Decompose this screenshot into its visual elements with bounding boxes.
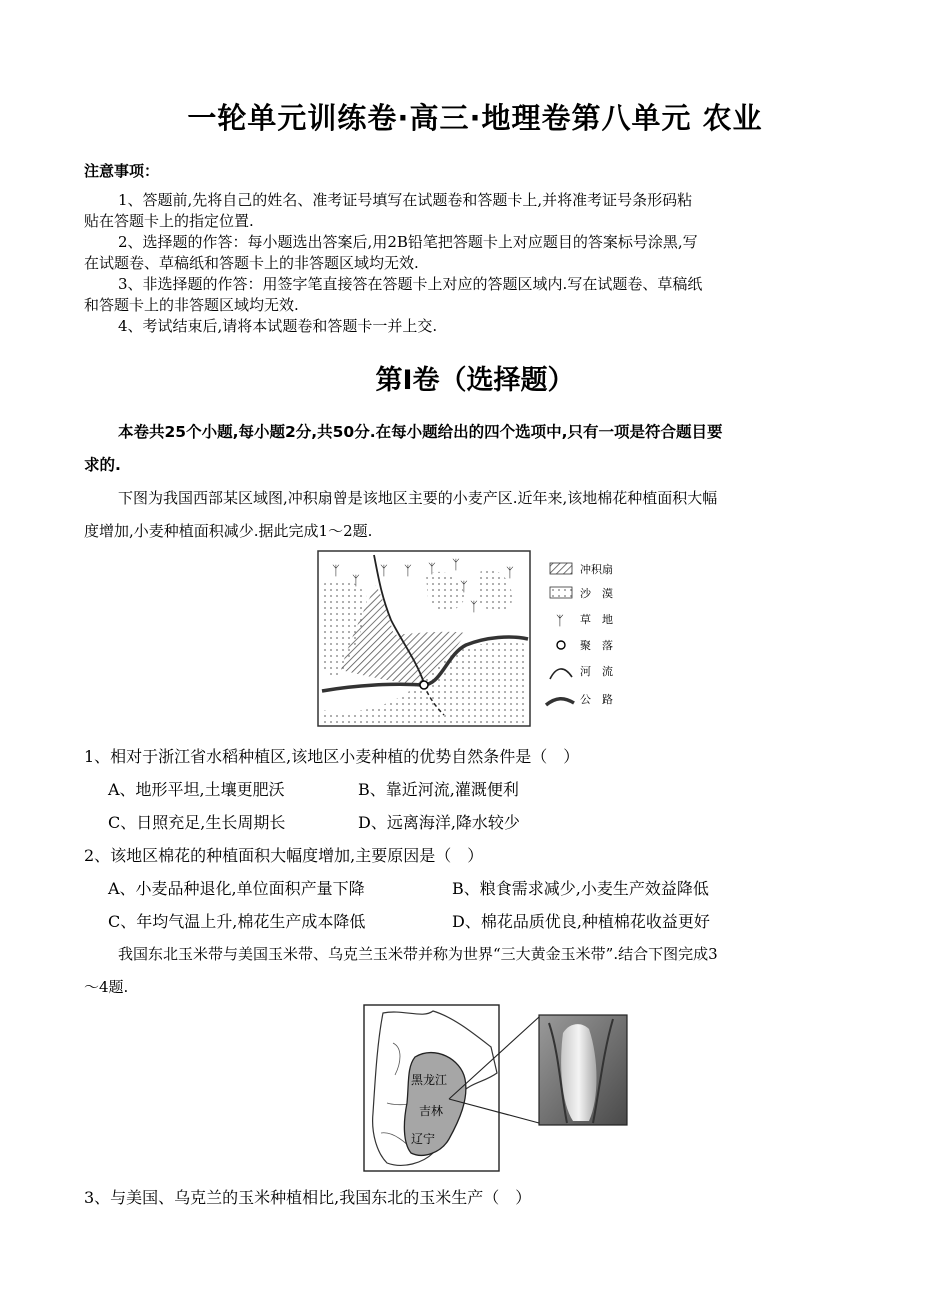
question-1-option-c[interactable]: C、日照充足,生长周期长	[108, 813, 286, 832]
question-3-stem: 3、与美国、乌克兰的玉米种植相比,我国东北的玉米生产（ ）	[84, 1188, 532, 1207]
notice-item-3-line-2: 和答题卡上的非答题区域均无效.	[84, 296, 299, 314]
legend-settlement-icon	[557, 641, 565, 649]
passage-1-line-2: 度增加,小麦种植面积减少.据此完成1～2题.	[84, 522, 373, 540]
question-1-option-b[interactable]: B、靠近河流,灌溉便利	[358, 780, 519, 799]
notice-item-1-line-2: 贴在答题卡上的指定位置.	[84, 212, 254, 230]
liaoning-label: 辽宁	[411, 1132, 436, 1146]
grass-icon: ᛉ	[506, 566, 514, 581]
region-map-svg	[316, 545, 634, 731]
notice-item-2-line-2: 在试题卷、草稿纸和答题卡上的非答题区域均无效.	[84, 254, 419, 272]
intro-line-1: 本卷共25个小题,每小题2分,共50分.在每小题给出的四个选项中,只有一项是符合题目要	[118, 423, 723, 441]
question-2-option-c[interactable]: C、年均气温上升,棉花生产成本降低	[108, 912, 366, 931]
passage-2-line-1: 我国东北玉米带与美国玉米带、乌克兰玉米带并称为世界“三大黄金玉米带”.结合下图完成3	[118, 945, 718, 963]
legend-fan-swatch	[550, 563, 572, 574]
grass-icon: ᛉ	[352, 574, 360, 589]
region-map-figure	[316, 545, 634, 731]
corn-belt-figure	[363, 1003, 633, 1173]
passage-1-line-1: 下图为我国西部某区域图,冲积扇曾是该地区主要的小麦产区.近年来,该地棉花种植面积大幅	[118, 489, 718, 507]
legend-road-label: 公 路	[580, 693, 613, 706]
legend-grass-icon: ᛉ	[556, 614, 564, 629]
legend-desert-swatch	[550, 587, 572, 598]
notice-item-3-line-1: 3、非选择题的作答：用签字笔直接答在答题卡上对应的答题区域内.写在试题卷、草稿纸	[118, 275, 703, 293]
jilin-label: 吉林	[419, 1104, 444, 1118]
notice-item-4: 4、考试结束后,请将本试题卷和答题卡一并上交.	[118, 317, 438, 335]
notice-heading: 注意事项：	[84, 162, 160, 180]
grass-icon: ᛉ	[332, 564, 340, 579]
legend-fan-label: 冲积扇	[580, 563, 613, 576]
legend-settlement-label: 聚 落	[580, 639, 613, 652]
passage-2-line-2: ～4题.	[84, 978, 129, 996]
grass-icon: ᛉ	[428, 562, 436, 577]
legend-desert-label: 沙 漠	[580, 587, 613, 600]
corn-belt-svg	[363, 1003, 633, 1173]
settlement-marker	[420, 681, 428, 689]
section-title: 第Ⅰ卷（选择题）	[375, 365, 575, 396]
grass-icon: ᛉ	[380, 564, 388, 579]
question-2-option-a[interactable]: A、小麦品种退化,单位面积产量下降	[108, 879, 365, 898]
notice-item-1-line-1: 1、答题前,先将自己的姓名、准考证号填写在试题卷和答题卡上,并将准考证号条形码粘	[118, 191, 693, 209]
grass-icon: ᛉ	[404, 564, 412, 579]
heilongjiang-label: 黑龙江	[411, 1073, 448, 1087]
question-2-stem: 2、该地区棉花的种植面积大幅度增加,主要原因是（ ）	[84, 846, 484, 865]
question-1-stem: 1、相对于浙江省水稻种植区,该地区小麦种植的优势自然条件是（ ）	[84, 747, 580, 766]
intro-line-2: 求的.	[84, 456, 121, 474]
grass-icon: ᛉ	[470, 600, 478, 615]
question-1-option-a[interactable]: A、地形平坦,土壤更肥沃	[108, 780, 285, 799]
grass-icon: ᛉ	[452, 558, 460, 573]
notice-item-2-line-1: 2、选择题的作答：每小题选出答案后,用2B铅笔把答题卡上对应题目的答案标号涂黑,写	[118, 233, 698, 251]
legend-river-label: 河 流	[580, 665, 613, 678]
question-1-option-d[interactable]: D、远离海洋,降水较少	[358, 813, 520, 832]
grass-icon: ᛉ	[460, 580, 468, 595]
question-2-option-b[interactable]: B、粮食需求减少,小麦生产效益降低	[452, 879, 709, 898]
question-2-option-d[interactable]: D、棉花品质优良,种植棉花收益更好	[452, 912, 710, 931]
legend-grass-label: 草 地	[580, 613, 613, 626]
page-title: 一轮单元训练卷·高三·地理卷第八单元 农业	[187, 101, 763, 135]
